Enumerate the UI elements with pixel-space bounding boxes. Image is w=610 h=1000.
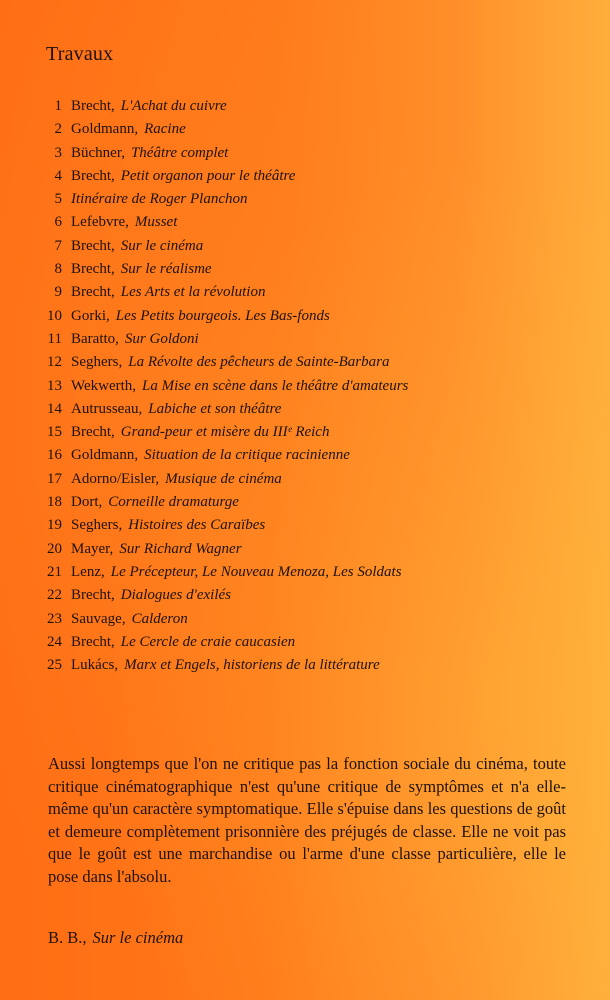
series-item-author: Brecht, bbox=[71, 98, 115, 114]
series-item-entry bbox=[71, 95, 227, 118]
series-item-work: Le Précepteur, Le Nouveau Menoza, Les Soldats bbox=[110, 563, 402, 580]
series-item-number: 16 bbox=[47, 447, 62, 464]
series-item bbox=[0, 491, 610, 514]
series-title: Travaux bbox=[46, 43, 114, 65]
series-item-work: Théâtre complet bbox=[130, 144, 229, 161]
series-item-author: Brecht, bbox=[71, 167, 115, 184]
series-item bbox=[0, 608, 610, 631]
series-item bbox=[0, 258, 610, 281]
series-item-author: Brecht, bbox=[71, 424, 115, 441]
attribution-work: Sur le cinéma bbox=[92, 928, 184, 947]
series-item-entry bbox=[71, 305, 330, 328]
series-item-author: Dort, bbox=[71, 494, 103, 511]
series-item-number: 23 bbox=[47, 610, 62, 627]
series-item bbox=[0, 281, 610, 304]
series-item-number: 22 bbox=[47, 587, 62, 604]
series-item-work: Sur le cinéma bbox=[120, 237, 204, 254]
series-item-number: 6 bbox=[54, 214, 62, 231]
series-item-entry bbox=[71, 654, 380, 677]
series-item bbox=[0, 375, 610, 398]
series-item-author: Wekwerth, bbox=[71, 377, 137, 394]
series-item-entry bbox=[71, 142, 228, 165]
series-item bbox=[0, 211, 610, 234]
series-item-number: 18 bbox=[47, 494, 62, 511]
series-item-author: Baratto, bbox=[71, 330, 119, 347]
series-item-author: Brecht, bbox=[71, 587, 115, 604]
series-item-work: La Mise en scène dans le théâtre d'amateurs bbox=[142, 377, 409, 394]
series-list bbox=[0, 95, 610, 677]
series-item-work: Dialogues d'exilés bbox=[120, 587, 232, 604]
series-item-entry bbox=[71, 584, 231, 607]
series-item bbox=[0, 514, 610, 537]
series-item-number: 13 bbox=[47, 377, 62, 394]
series-item-entry bbox=[71, 514, 265, 537]
series-item-work: Racine bbox=[144, 121, 186, 138]
series-item-entry bbox=[71, 538, 242, 561]
series-item bbox=[0, 421, 610, 444]
series-item-number: 9 bbox=[54, 284, 62, 301]
series-item-number: 7 bbox=[54, 237, 62, 254]
series-item-number: 21 bbox=[47, 563, 62, 580]
series-item-work: Sur Goldoni bbox=[124, 330, 199, 347]
series-item bbox=[0, 468, 610, 491]
series-item-entry bbox=[71, 258, 212, 281]
series-item-work: Situation de la critique racinienne bbox=[144, 447, 350, 464]
series-item-number: 14 bbox=[47, 400, 62, 417]
series-item-author: Goldmann, bbox=[71, 121, 139, 138]
series-item-number: 2 bbox=[54, 121, 62, 138]
series-item-author: Brecht, bbox=[71, 237, 115, 254]
series-item-author: Büchner, bbox=[71, 144, 125, 161]
series-item-entry bbox=[71, 398, 281, 421]
series-item-entry bbox=[71, 631, 295, 654]
series-item-work: Les Petits bourgeois. Les Bas-fonds bbox=[115, 307, 330, 324]
series-item-number: 1 bbox=[54, 98, 62, 114]
series-item-author: Seghers, bbox=[71, 517, 123, 534]
series-item bbox=[0, 584, 610, 607]
series-item-work: Sur le réalisme bbox=[120, 261, 212, 278]
series-item bbox=[0, 235, 610, 258]
series-item-author: Lenz, bbox=[71, 563, 105, 580]
series-item-entry bbox=[71, 561, 402, 584]
series-item-number: 8 bbox=[54, 261, 62, 278]
series-item-work: Le Cercle de craie caucasien bbox=[120, 633, 296, 650]
series-item-author: Lukács, bbox=[71, 657, 119, 674]
series-item-entry bbox=[71, 421, 329, 444]
series-item bbox=[0, 561, 610, 584]
series-item-author: Brecht, bbox=[71, 261, 115, 278]
series-item-author: Goldmann, bbox=[71, 447, 139, 464]
series-item-author: Brecht, bbox=[71, 633, 115, 650]
series-item-number: 25 bbox=[47, 657, 62, 674]
series-item-work: Marx et Engels, historiens de la littérature bbox=[124, 657, 380, 674]
series-item-work: La Révolte des pêcheurs de Sainte-Barbara bbox=[128, 354, 390, 371]
series-item bbox=[0, 654, 610, 677]
series-item bbox=[0, 118, 610, 141]
series-item-number: 4 bbox=[54, 167, 62, 184]
quote-attribution bbox=[48, 928, 183, 948]
series-item-work: Musset bbox=[134, 214, 178, 231]
series-item-entry bbox=[71, 468, 282, 491]
series-item-entry bbox=[71, 211, 177, 234]
series-item-number: 20 bbox=[47, 540, 62, 557]
series-item-entry bbox=[71, 491, 239, 514]
series-item-number: 24 bbox=[47, 633, 62, 650]
series-item-entry bbox=[71, 328, 199, 351]
series-item-entry bbox=[71, 118, 186, 141]
series-item-work: Itinéraire de Roger Planchon bbox=[71, 191, 248, 208]
series-item bbox=[0, 188, 610, 211]
series-item-author: Brecht, bbox=[71, 284, 115, 301]
series-item bbox=[0, 538, 610, 561]
series-item bbox=[0, 328, 610, 351]
series-item-author: Lefebvre, bbox=[71, 214, 129, 231]
series-item-entry bbox=[71, 165, 295, 188]
series-item-work: L'Achat du cuivre bbox=[120, 98, 227, 114]
series-item-entry bbox=[71, 444, 350, 467]
series-item bbox=[0, 444, 610, 467]
series-item-author: Sauvage, bbox=[71, 610, 126, 627]
series-item-work: Les Arts et la révolution bbox=[120, 284, 266, 301]
series-item bbox=[0, 351, 610, 374]
series-item-entry bbox=[71, 235, 203, 258]
series-item bbox=[0, 142, 610, 165]
series-item-entry bbox=[71, 351, 389, 374]
series-item-entry bbox=[71, 188, 247, 211]
series-item-entry bbox=[71, 375, 408, 398]
series-item-number: 12 bbox=[47, 354, 62, 371]
series-item-entry bbox=[71, 608, 188, 631]
series-item-author: Autrusseau, bbox=[71, 400, 143, 417]
series-item-work: Musique de cinéma bbox=[165, 470, 282, 487]
series-item-author: Adorno/Eisler, bbox=[71, 470, 160, 487]
series-item-work: Histoires des Caraïbes bbox=[128, 517, 266, 534]
series-item-work: Labiche et son théâtre bbox=[148, 400, 282, 417]
series-item-work: Grand-peur et misère du IIIᵉ Reich bbox=[120, 424, 330, 441]
series-item-number: 15 bbox=[47, 424, 62, 441]
series-item-work: Petit organon pour le théâtre bbox=[120, 167, 296, 184]
series-item bbox=[0, 165, 610, 188]
series-item-number: 11 bbox=[47, 330, 62, 347]
series-item-number: 10 bbox=[47, 307, 62, 324]
series-item bbox=[0, 398, 610, 421]
series-item-number: 5 bbox=[54, 191, 62, 208]
series-item-author: Mayer, bbox=[71, 540, 114, 557]
series-item-author: Seghers, bbox=[71, 354, 123, 371]
quote-paragraph: Aussi longtemps que l'on ne critique pas la fonction sociale du cinéma, toute critique cinématographique n'est qu'une critique de symptômes et n'a elle-même qu'un caractère symptomatique. Elle s'épuise dans les questions de goût et demeure complètement prisonnière des préjugés de classe. Elle ne voit pas que le goût est une marchandise ou l'arme d'une classe particulière, elle le pose dans l'absolu. bbox=[48, 754, 566, 886]
series-item-number: 3 bbox=[54, 144, 62, 161]
attribution-author: B. B., bbox=[48, 928, 87, 947]
series-item bbox=[0, 631, 610, 654]
series-item-work: Sur Richard Wagner bbox=[119, 540, 242, 557]
series-item-number: 17 bbox=[47, 470, 62, 487]
series-item-work: Corneille dramaturge bbox=[108, 494, 239, 511]
series-item-author: Gorki, bbox=[71, 307, 110, 324]
series-item-entry bbox=[71, 281, 265, 304]
series-item-number: 19 bbox=[47, 517, 62, 534]
series-item-work: Calderon bbox=[131, 610, 188, 627]
series-item bbox=[0, 305, 610, 328]
series-item bbox=[0, 95, 610, 118]
